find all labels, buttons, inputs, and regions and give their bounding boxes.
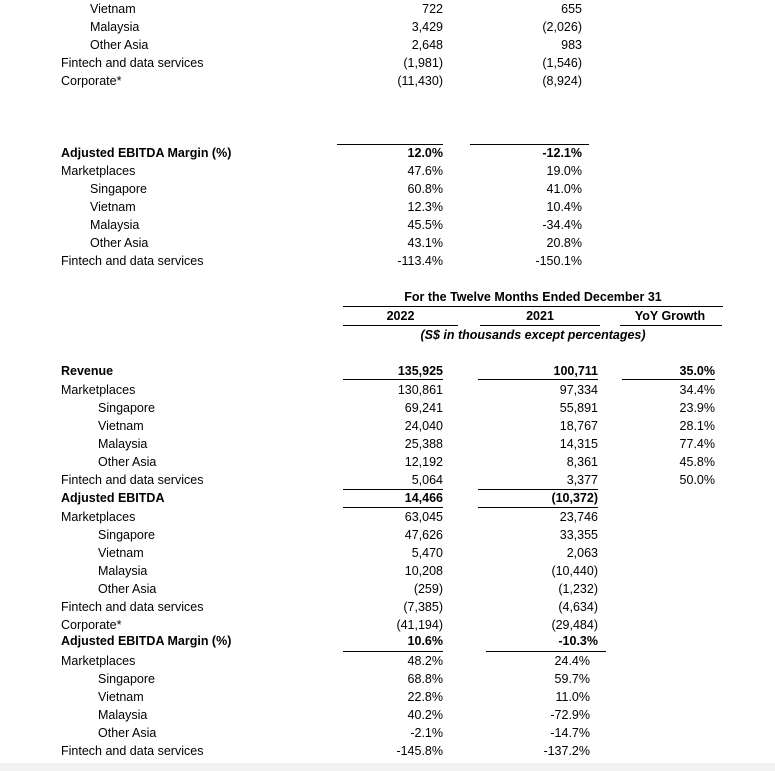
rule-line	[622, 379, 715, 380]
cell-value: 10.6%	[407, 634, 443, 648]
cell-value: 43.1%	[407, 236, 443, 250]
row-label: Fintech and data services	[61, 56, 204, 70]
cell-value: 97,334	[559, 383, 598, 397]
rule-line	[343, 306, 723, 307]
cell-value: -14.7%	[550, 726, 590, 740]
cell-value: (2,026)	[542, 20, 582, 34]
cell-value: -34.4%	[542, 218, 582, 232]
cell-value: 2,648	[411, 38, 443, 52]
cell-value: -137.2%	[543, 744, 590, 758]
row-label: Singapore	[90, 182, 147, 196]
rule-line	[337, 144, 443, 145]
cell-value: 47,626	[404, 528, 443, 542]
row-label: Other Asia	[98, 726, 157, 740]
column-header-yoy: YoY Growth	[634, 309, 706, 323]
rule-line	[478, 379, 598, 380]
cell-value: 48.2%	[407, 654, 443, 668]
cell-value: 8,361	[566, 455, 598, 469]
cell-value: 63,045	[404, 510, 443, 524]
row-label: Malaysia	[98, 708, 148, 722]
cell-value: 12.3%	[407, 200, 443, 214]
cell-value: 20.8%	[546, 236, 582, 250]
cell-value: 14,315	[559, 437, 598, 451]
row-label: Corporate*	[61, 618, 122, 632]
rule-line	[343, 507, 443, 508]
row-label: Vietnam	[90, 2, 136, 16]
row-label: Malaysia	[98, 564, 148, 578]
row-label: Vietnam	[98, 690, 144, 704]
cell-value: 33,355	[559, 528, 598, 542]
cell-value: (11,430)	[397, 74, 443, 88]
cell-value: (8,924)	[542, 74, 582, 88]
cell-value: -72.9%	[550, 708, 590, 722]
cell-value: -113.4%	[397, 254, 443, 268]
row-label: Fintech and data services	[61, 744, 204, 758]
cell-value: 22.8%	[407, 690, 443, 704]
cell-value: 2,063	[566, 546, 598, 560]
cell-value: (259)	[413, 582, 443, 596]
row-label: Other Asia	[98, 582, 157, 596]
units-note: (S$ in thousands except percentages)	[420, 328, 646, 342]
row-label: Vietnam	[98, 419, 144, 433]
rule-line	[343, 651, 443, 652]
row-label: Vietnam	[90, 200, 136, 214]
cell-value: 19.0%	[546, 164, 582, 178]
cell-value: 59.7%	[554, 672, 590, 686]
rule-line	[486, 651, 606, 652]
cell-value: 24,040	[404, 419, 443, 433]
cell-value: 18,767	[559, 419, 598, 433]
row-label: Other Asia	[98, 455, 157, 469]
cell-value: 14,466	[404, 491, 443, 505]
cell-value: 983	[561, 38, 582, 52]
cell-value: 77.4%	[679, 437, 715, 451]
row-label: Fintech and data services	[61, 600, 204, 614]
column-header-2022: 2022	[386, 309, 415, 323]
cell-value: 45.5%	[407, 218, 443, 232]
cell-value: 100,711	[553, 364, 598, 378]
rule-line	[343, 379, 443, 380]
row-label: Malaysia	[98, 437, 148, 451]
cell-value: 3,377	[566, 473, 598, 487]
rule-line	[478, 489, 598, 490]
row-label: Singapore	[98, 672, 155, 686]
cell-value: 12.0%	[407, 146, 443, 160]
cell-value: -10.3%	[558, 634, 598, 648]
cell-value: 60.8%	[407, 182, 443, 196]
cell-value: (7,385)	[403, 600, 443, 614]
column-header-2021: 2021	[526, 309, 554, 323]
cell-value: 655	[561, 2, 582, 16]
cell-value: 5,470	[411, 546, 443, 560]
cell-value: 55,891	[559, 401, 598, 415]
cell-value: (10,440)	[551, 564, 598, 578]
cell-value: 69,241	[404, 401, 443, 415]
rule-line	[620, 325, 722, 326]
row-label: Singapore	[98, 401, 155, 415]
cell-value: 10.4%	[546, 200, 582, 214]
cell-value: 10,208	[404, 564, 443, 578]
cell-value: 50.0%	[679, 473, 715, 487]
cell-value: (29,484)	[551, 618, 598, 632]
rule-line	[343, 325, 458, 326]
cell-value: 41.0%	[546, 182, 582, 196]
cell-value: (1,546)	[542, 56, 582, 70]
row-label: Adjusted EBITDA Margin (%)	[61, 146, 232, 160]
row-label: Other Asia	[90, 38, 149, 52]
row-label: Marketplaces	[61, 164, 136, 178]
cell-value: (1,232)	[558, 582, 598, 596]
cell-value: -145.8%	[396, 744, 443, 758]
cell-value: -12.1%	[542, 146, 582, 160]
cell-value: 23.9%	[679, 401, 715, 415]
cell-value: (41,194)	[396, 618, 443, 632]
row-label: Singapore	[98, 528, 155, 542]
row-label: Marketplaces	[61, 383, 136, 397]
row-label: Malaysia	[90, 20, 140, 34]
cell-value: -2.1%	[410, 726, 443, 740]
row-label: Marketplaces	[61, 510, 136, 524]
cell-value: 135,925	[397, 364, 443, 378]
cell-value: 47.6%	[407, 164, 443, 178]
cell-value: 23,746	[559, 510, 598, 524]
cell-value: 25,388	[404, 437, 443, 451]
cell-value: 45.8%	[679, 455, 715, 469]
row-label: Marketplaces	[61, 654, 136, 668]
period-title: For the Twelve Months Ended December 31	[404, 290, 662, 304]
row-label: Malaysia	[90, 218, 140, 232]
cell-value: 3,429	[411, 20, 443, 34]
cell-value: -150.1%	[535, 254, 582, 268]
page-bottom-edge	[0, 763, 775, 771]
cell-value: 68.8%	[407, 672, 443, 686]
row-label: Adjusted EBITDA	[61, 491, 165, 505]
rule-line	[478, 507, 598, 508]
row-label: Fintech and data services	[61, 473, 204, 487]
rule-line	[470, 144, 589, 145]
row-label: Fintech and data services	[61, 254, 204, 268]
cell-value: 24.4%	[554, 654, 590, 668]
cell-value: (4,634)	[558, 600, 598, 614]
cell-value: 28.1%	[679, 419, 715, 433]
rule-line	[343, 489, 443, 490]
cell-value: 35.0%	[679, 364, 715, 378]
cell-value: 34.4%	[679, 383, 715, 397]
cell-value: (1,981)	[403, 56, 443, 70]
cell-value: 12,192	[404, 455, 443, 469]
row-label: Adjusted EBITDA Margin (%)	[61, 634, 232, 648]
cell-value: 130,861	[397, 383, 443, 397]
cell-value: 722	[422, 2, 443, 16]
cell-value: 40.2%	[407, 708, 443, 722]
row-label: Other Asia	[90, 236, 149, 250]
row-label: Vietnam	[98, 546, 144, 560]
cell-value: 11.0%	[555, 690, 590, 704]
rule-line	[480, 325, 600, 326]
cell-value: 5,064	[411, 473, 443, 487]
row-label: Revenue	[61, 364, 114, 378]
cell-value: (10,372)	[551, 491, 598, 505]
row-label: Corporate*	[61, 74, 122, 88]
